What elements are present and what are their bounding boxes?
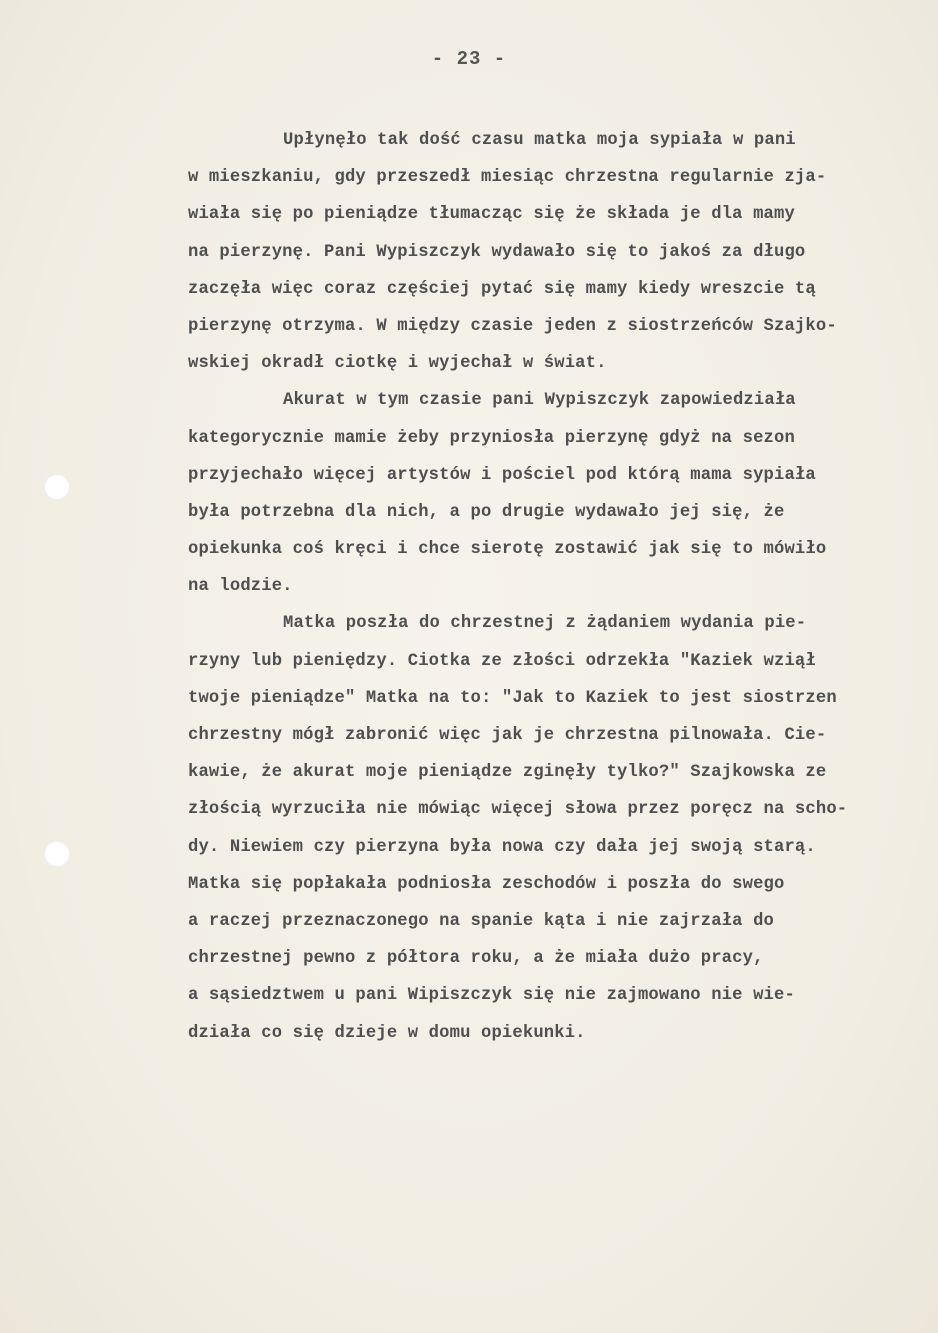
- punch-hole-top: [44, 474, 70, 500]
- text-line: kategorycznie mamie żeby przyniosła pierzynę gdyż na sezon: [188, 428, 795, 448]
- text-line: zaczęła więc coraz częściej pytać się mamy kiedy wreszcie tą: [188, 279, 816, 299]
- page-number: - 23 -: [431, 48, 507, 70]
- text-line: opiekunka coś kręci i chce sierotę zostawić jak się to mówiło: [188, 540, 827, 560]
- text-line: chrzestny mógł zabronić więc jak je chrzestna pilnowała. Cie-: [188, 726, 827, 745]
- text-line: na pierzynę. Pani Wypiszczyk wydawało się to jakoś za długo: [188, 242, 806, 262]
- text-line: na lodzie.: [188, 577, 293, 597]
- text-line: Matka poszła do chrzestnej z żądaniem wydania pie-: [283, 614, 807, 634]
- text-line: rzyny lub pieniędzy. Ciotka ze złości odrzekła "Kaziek wziął: [188, 651, 816, 671]
- text-line: chrzestnej pewno z półtora roku, a że miała dużo pracy,: [188, 949, 764, 969]
- text-line: a raczej przeznaczonego na spanie kąta i nie zajrzała do: [188, 911, 774, 931]
- punch-hole-bottom: [44, 841, 70, 867]
- text-line: była potrzebna dla nich, a po drugie wydawało jej się, że: [188, 502, 785, 522]
- text-line: kawie, że akurat moje pieniądze zginęły tylko?" Szajkowska ze: [188, 763, 827, 783]
- text-line: przyjechało więcej artystów i pościel pod którą mama sypiała: [188, 465, 816, 485]
- text-line: wiała się po pieniądze tłumacząc się że składa je dla mamy: [188, 205, 795, 225]
- text-line: działa co się dzieje w domu opiekunki.: [188, 1023, 586, 1043]
- text-line: Upłynęło tak dość czasu matka moja sypiała w pani: [283, 131, 796, 150]
- typewritten-text-body: [188, 122, 908, 1052]
- text-line: Akurat w tym czasie pani Wypiszczyk zapowiedziała: [283, 391, 796, 411]
- text-line: w mieszkaniu, gdy przeszedł miesiąc chrzestna regularnie zja-: [188, 168, 827, 188]
- text-line: dy. Niewiem czy pierzyna była nowa czy dała jej swoją starą.: [188, 837, 816, 857]
- text-line: wskiej okradł ciotkę i wyjechał w świat.: [188, 354, 607, 374]
- text-line: twoje pieniądze" Matka na to: "Jak to Kaziek to jest siostrzen: [188, 688, 837, 708]
- text-line: a sąsiedztwem u pani Wipiszczyk się nie zajmowano nie wie-: [188, 986, 795, 1006]
- text-line: złością wyrzuciła nie mówiąc więcej słowa przez poręcz na scho-: [188, 800, 848, 820]
- text-line: pierzynę otrzyma. W między czasie jeden z siostrzeńców Szajko-: [188, 316, 837, 336]
- text-line: Matka się popłakała podniosła zeschodów i poszła do swego: [188, 874, 785, 894]
